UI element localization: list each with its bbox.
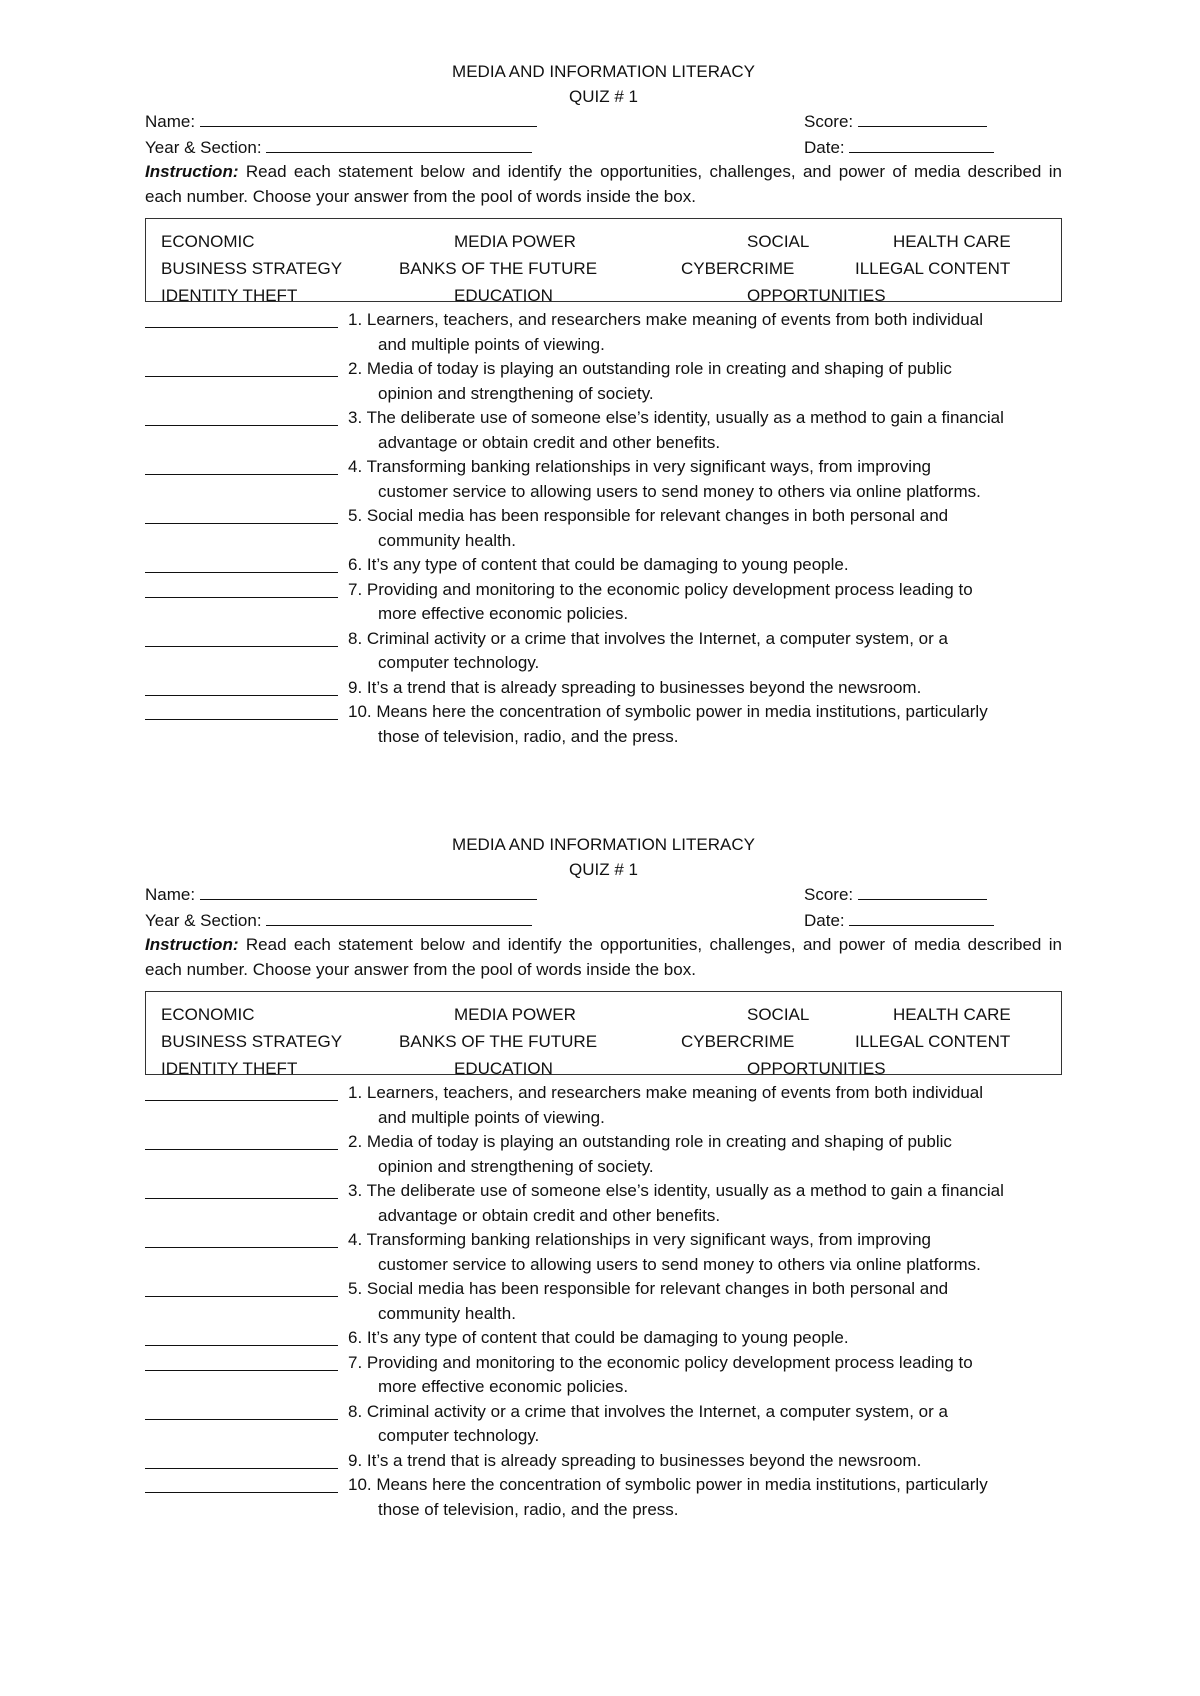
- word-bank-item: BANKS OF THE FUTURE: [399, 1032, 598, 1051]
- word-bank-item: MEDIA POWER: [454, 1005, 576, 1024]
- answer-blank[interactable]: [145, 580, 338, 598]
- answer-blank[interactable]: [145, 506, 338, 524]
- name-field[interactable]: [200, 109, 537, 127]
- question-text: 9. It’s a trend that is already spreading to businesses beyond the newsroom.: [348, 677, 922, 697]
- quiz-copy-2: [145, 833, 1062, 1522]
- question-item: [145, 1081, 1062, 1130]
- answer-blank[interactable]: [145, 359, 338, 377]
- question-text-continued: opinion and strengthening of society.: [378, 383, 654, 403]
- question-text: 7. Providing and monitoring to the economic policy development process leading to: [348, 579, 973, 599]
- question-item: [145, 1351, 1062, 1400]
- question-text-continued: computer technology.: [378, 1426, 540, 1445]
- question-text: 4. Transforming banking relationships in very significant ways, from improving: [348, 457, 931, 476]
- question-item: [145, 1179, 1062, 1228]
- question-text: 3. The deliberate use of someone else’s identity, usually as a method to gain a financial: [348, 408, 1004, 427]
- question-item: [145, 504, 1062, 553]
- question-text: 3. The deliberate use of someone else’s identity, usually as a method to gain a financial: [348, 1181, 1004, 1200]
- quiz-copy-1: [145, 60, 1062, 749]
- word-bank-item: HEALTH CARE: [893, 232, 1011, 251]
- date-field[interactable]: [849, 908, 994, 926]
- question-item: [145, 1326, 1062, 1351]
- question-text: 10. Means here the concentration of symbolic power in media institutions, particularly: [348, 1475, 988, 1494]
- word-bank-item: ECONOMIC: [161, 232, 255, 251]
- question-text-continued: customer service to allowing users to send money to others via online platforms.: [378, 481, 981, 501]
- name-field[interactable]: [200, 882, 537, 900]
- word-bank-row: [161, 1001, 1061, 1028]
- question-item: [145, 357, 1062, 406]
- date-label: Date:: [804, 137, 845, 157]
- word-bank-item: CYBERCRIME: [681, 259, 795, 278]
- name-label: Name:: [145, 885, 196, 904]
- instruction-text: Read each statement below and identify the opportunities, challenges, and power of media described in each number. Choose your answer from the pool of words inside the box.: [145, 935, 1062, 979]
- question-text: 1. Learners, teachers, and researchers make meaning of events from both individual: [348, 1083, 984, 1102]
- question-text: 4. Transforming banking relationships in very significant ways, from improving: [348, 1230, 931, 1249]
- word-bank-item: BUSINESS STRATEGY: [161, 1032, 343, 1051]
- question-text-continued: and multiple points of viewing.: [378, 1107, 605, 1127]
- answer-blank[interactable]: [145, 629, 338, 647]
- question-text-continued: opinion and strengthening of society.: [378, 1156, 654, 1176]
- question-text-continued: advantage or obtain credit and other benefits.: [378, 432, 721, 452]
- word-bank-item: SOCIAL: [747, 232, 810, 251]
- question-text: 8. Criminal activity or a crime that involves the Internet, a computer system, or a: [348, 628, 948, 648]
- question-item: [145, 1473, 1062, 1522]
- answer-blank[interactable]: [145, 457, 338, 475]
- word-bank-item: IDENTITY THEFT: [161, 1059, 298, 1078]
- answer-blank[interactable]: [145, 1451, 338, 1469]
- question-text-continued: customer service to allowing users to send money to others via online platforms.: [378, 1254, 981, 1274]
- answer-blank[interactable]: [145, 310, 338, 328]
- word-bank-row: [161, 228, 1061, 255]
- answer-blank[interactable]: [145, 1279, 338, 1297]
- question-item: [145, 1400, 1062, 1449]
- question-text: 6. It’s any type of content that could be damaging to young people.: [348, 1328, 849, 1347]
- question-text: 6. It’s any type of content that could be damaging to young people.: [348, 555, 849, 574]
- question-item: [145, 553, 1062, 578]
- question-text-continued: those of television, radio, and the press.: [378, 726, 679, 746]
- question-item: [145, 1449, 1062, 1474]
- word-bank-item: CYBERCRIME: [681, 1032, 795, 1051]
- question-item: [145, 676, 1062, 701]
- score-field[interactable]: [858, 109, 987, 127]
- answer-blank[interactable]: [145, 702, 338, 720]
- question-text-continued: computer technology.: [378, 653, 540, 672]
- question-item: [145, 1277, 1062, 1326]
- question-text-continued: those of television, radio, and the press.: [378, 1499, 679, 1519]
- question-item: [145, 700, 1062, 749]
- answer-blank[interactable]: [145, 555, 338, 573]
- word-bank-item: OPPORTUNITIES: [747, 1059, 886, 1078]
- instruction: [145, 933, 1062, 982]
- answer-blank[interactable]: [145, 1475, 338, 1493]
- word-bank-box: [145, 991, 1062, 1078]
- word-bank-item: ILLEGAL CONTENT: [855, 259, 1011, 278]
- question-text-continued: and multiple points of viewing.: [378, 334, 605, 354]
- word-bank-item: SOCIAL: [747, 1005, 810, 1024]
- question-item: [145, 406, 1062, 455]
- word-bank-item: MEDIA POWER: [454, 232, 576, 251]
- instruction-label: Instruction:: [145, 162, 239, 181]
- answer-blank[interactable]: [145, 1132, 338, 1150]
- instruction-text: Read each statement below and identify the opportunities, challenges, and power of media described in each number. Choose your answer from the pool of words inside the box.: [145, 162, 1062, 206]
- question-text-continued: more effective economic policies.: [378, 1377, 629, 1396]
- word-bank-item: EDUCATION: [454, 286, 553, 305]
- question-text-continued: community health.: [378, 1303, 516, 1323]
- question-text-continued: advantage or obtain credit and other benefits.: [378, 1205, 721, 1225]
- answer-blank[interactable]: [145, 1230, 338, 1248]
- question-text: 2. Media of today is playing an outstanding role in creating and shaping of public: [348, 1132, 952, 1151]
- question-text-continued: community health.: [378, 530, 516, 550]
- word-bank-item: ILLEGAL CONTENT: [855, 1032, 1011, 1051]
- word-bank-row: [161, 255, 1061, 282]
- year-section-label: Year & Section:: [145, 137, 262, 157]
- question-item: [145, 308, 1062, 357]
- question-list: [145, 1081, 1062, 1522]
- quiz-title: MEDIA AND INFORMATION LITERACY: [452, 62, 755, 81]
- question-item: [145, 1130, 1062, 1179]
- word-bank-item: IDENTITY THEFT: [161, 286, 298, 305]
- name-label: Name:: [145, 112, 196, 131]
- year-section-field[interactable]: [266, 135, 532, 153]
- question-list: [145, 308, 1062, 749]
- answer-blank[interactable]: [145, 1402, 338, 1420]
- score-label: Score:: [804, 885, 854, 904]
- instruction: [145, 160, 1062, 209]
- question-text: 7. Providing and monitoring to the economic policy development process leading to: [348, 1352, 973, 1372]
- quiz-subtitle: QUIZ # 1: [569, 859, 638, 879]
- date-field[interactable]: [849, 135, 994, 153]
- question-text: 1. Learners, teachers, and researchers make meaning of events from both individual: [348, 310, 984, 329]
- word-bank-item: BUSINESS STRATEGY: [161, 259, 343, 278]
- date-label: Date:: [804, 910, 845, 930]
- year-section-field[interactable]: [266, 908, 532, 926]
- word-bank-row: [161, 1055, 1061, 1082]
- answer-blank[interactable]: [145, 1181, 338, 1199]
- word-bank-row: [161, 1028, 1061, 1055]
- question-text: 10. Means here the concentration of symbolic power in media institutions, particularly: [348, 702, 988, 721]
- word-bank-row: [161, 282, 1061, 309]
- question-item: [145, 578, 1062, 627]
- question-text: 9. It’s a trend that is already spreading to businesses beyond the newsroom.: [348, 1450, 922, 1470]
- question-text: 5. Social media has been responsible for relevant changes in both personal and: [348, 1279, 949, 1298]
- answer-blank[interactable]: [145, 1083, 338, 1101]
- quiz-title: MEDIA AND INFORMATION LITERACY: [452, 835, 755, 854]
- word-bank-item: HEALTH CARE: [893, 1005, 1011, 1024]
- question-item: [145, 1228, 1062, 1277]
- score-field[interactable]: [858, 882, 987, 900]
- question-item: [145, 455, 1062, 504]
- word-bank-item: BANKS OF THE FUTURE: [399, 259, 598, 278]
- question-text-continued: more effective economic policies.: [378, 604, 629, 623]
- word-bank-item: ECONOMIC: [161, 1005, 255, 1024]
- question-text: 2. Media of today is playing an outstanding role in creating and shaping of public: [348, 359, 952, 378]
- answer-blank[interactable]: [145, 408, 338, 426]
- question-text: 5. Social media has been responsible for relevant changes in both personal and: [348, 506, 949, 525]
- question-text: 8. Criminal activity or a crime that involves the Internet, a computer system, or a: [348, 1401, 948, 1421]
- question-item: [145, 627, 1062, 676]
- word-bank-item: OPPORTUNITIES: [747, 286, 886, 305]
- score-label: Score:: [804, 112, 854, 131]
- instruction-label: Instruction:: [145, 935, 239, 954]
- answer-blank[interactable]: [145, 1353, 338, 1371]
- answer-blank[interactable]: [145, 678, 338, 696]
- answer-blank[interactable]: [145, 1328, 338, 1346]
- word-bank-box: [145, 218, 1062, 305]
- quiz-subtitle: QUIZ # 1: [569, 86, 638, 106]
- year-section-label: Year & Section:: [145, 910, 262, 930]
- word-bank-item: EDUCATION: [454, 1059, 553, 1078]
